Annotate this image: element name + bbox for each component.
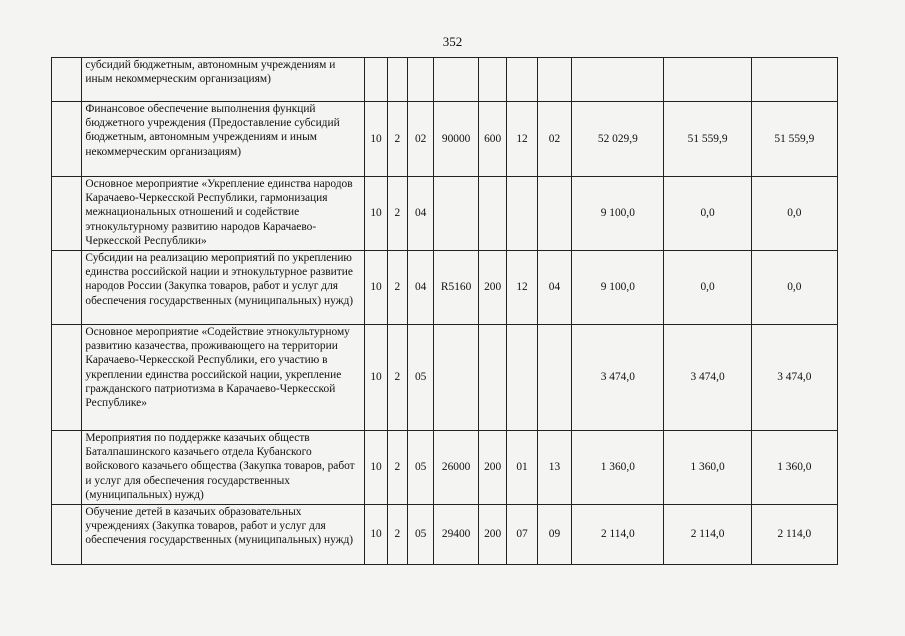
row-spacer-cell xyxy=(52,177,82,251)
code-subprogram: 2 xyxy=(387,251,407,325)
code-measure xyxy=(407,58,433,102)
amount-year-3: 1 360,0 xyxy=(751,431,837,505)
code-direction xyxy=(434,325,479,431)
code-expense-type xyxy=(478,325,506,431)
code-direction xyxy=(434,177,479,251)
code-expense-type xyxy=(478,58,506,102)
code-subprogram: 2 xyxy=(387,505,407,565)
row-spacer-cell xyxy=(52,251,82,325)
code-measure: 05 xyxy=(407,431,433,505)
table-row xyxy=(52,325,838,431)
code-division xyxy=(507,325,537,431)
amount-year-3: 51 559,9 xyxy=(751,102,837,177)
code-measure: 02 xyxy=(407,102,433,177)
code-expense-type: 200 xyxy=(478,431,506,505)
row-spacer-cell xyxy=(52,58,82,102)
row-description: Обучение детей в казачьих образовательных учреждениях (Закупка товаров, работ и услуг для обеспечения государственных (муниципальных) нужд) xyxy=(82,505,365,565)
code-subdivision: 04 xyxy=(537,251,571,325)
code-subdivision: 09 xyxy=(537,505,571,565)
code-division: 12 xyxy=(507,102,537,177)
amount-year-1: 3 474,0 xyxy=(572,325,664,431)
table-row xyxy=(52,505,838,565)
table-row xyxy=(52,431,838,505)
code-subdivision xyxy=(537,177,571,251)
row-spacer-cell xyxy=(52,102,82,177)
code-measure: 04 xyxy=(407,251,433,325)
amount-year-1: 2 114,0 xyxy=(572,505,664,565)
code-subprogram: 2 xyxy=(387,325,407,431)
code-subprogram: 2 xyxy=(387,102,407,177)
code-direction: R5160 xyxy=(434,251,479,325)
code-measure: 05 xyxy=(407,505,433,565)
code-section: 10 xyxy=(365,325,387,431)
amount-year-2: 2 114,0 xyxy=(664,505,751,565)
amount-year-2: 1 360,0 xyxy=(664,431,751,505)
code-division: 01 xyxy=(507,431,537,505)
code-measure: 04 xyxy=(407,177,433,251)
budget-table xyxy=(51,57,838,565)
code-direction: 26000 xyxy=(434,431,479,505)
code-expense-type: 600 xyxy=(478,102,506,177)
amount-year-1: 52 029,9 xyxy=(572,102,664,177)
amount-year-3: 0,0 xyxy=(751,177,837,251)
amount-year-2 xyxy=(664,58,751,102)
amount-year-3: 0,0 xyxy=(751,251,837,325)
code-expense-type: 200 xyxy=(478,505,506,565)
row-description: субсидий бюджетным, автономным учреждениям и иным некоммерческим организациям) xyxy=(82,58,365,102)
amount-year-2: 0,0 xyxy=(664,177,751,251)
code-subdivision: 02 xyxy=(537,102,571,177)
code-subprogram xyxy=(387,58,407,102)
code-division xyxy=(507,177,537,251)
amount-year-1: 9 100,0 xyxy=(572,251,664,325)
code-direction: 90000 xyxy=(434,102,479,177)
code-division xyxy=(507,58,537,102)
row-spacer-cell xyxy=(52,431,82,505)
page-number: 352 xyxy=(442,34,463,49)
row-description: Финансовое обеспечение выполнения функций бюджетного учреждения (Предоставление субсидий бюджетным, автономным учреждениям и иным некоммерческим организациям) xyxy=(82,102,365,177)
code-measure: 05 xyxy=(407,325,433,431)
row-spacer-cell xyxy=(52,325,82,431)
code-expense-type xyxy=(478,177,506,251)
amount-year-1: 9 100,0 xyxy=(572,177,664,251)
row-description: Мероприятия по поддержке казачьих обществ Баталпашинского казачьего отдела Кубанского войскового казачьего общества (Закупка товаров, работ и услуг для обеспечения государственных (муниципальных) нужд) xyxy=(82,431,365,505)
code-section: 10 xyxy=(365,251,387,325)
amount-year-2: 3 474,0 xyxy=(664,325,751,431)
row-description: Основное мероприятие «Содействие этнокультурному развитию казачества, проживающего на территории Карачаево-Черкесской Республики, его участию в укреплении единства российской нации, укрепление гражданского патриотизма в Карачаево-Черкесской Республике» xyxy=(82,325,365,431)
code-section: 10 xyxy=(365,102,387,177)
code-subprogram: 2 xyxy=(387,177,407,251)
table-row xyxy=(52,251,838,325)
table-row xyxy=(52,58,838,102)
amount-year-1 xyxy=(572,58,664,102)
code-division: 07 xyxy=(507,505,537,565)
amount-year-3 xyxy=(751,58,837,102)
code-direction: 29400 xyxy=(434,505,479,565)
row-spacer-cell xyxy=(52,505,82,565)
code-subdivision xyxy=(537,58,571,102)
row-description: Субсидии на реализацию мероприятий по укреплению единства российской нации и этнокультурное развитие народов России (Закупка товаров, работ и услуг для обеспечения государственных (муниципальных) нужд) xyxy=(82,251,365,325)
amount-year-2: 51 559,9 xyxy=(664,102,751,177)
code-subprogram: 2 xyxy=(387,431,407,505)
table-row xyxy=(52,102,838,177)
amount-year-2: 0,0 xyxy=(664,251,751,325)
code-direction xyxy=(434,58,479,102)
row-description: Основное мероприятие «Укрепление единства народов Карачаево-Черкесской Республики, гармонизация межнациональных отношений и содействие этнокультурному развитию народов Карачаево-Черкесской Республики» xyxy=(82,177,365,251)
code-section xyxy=(365,58,387,102)
amount-year-3: 2 114,0 xyxy=(751,505,837,565)
code-subdivision: 13 xyxy=(537,431,571,505)
code-subdivision xyxy=(537,325,571,431)
amount-year-1: 1 360,0 xyxy=(572,431,664,505)
code-division: 12 xyxy=(507,251,537,325)
amount-year-3: 3 474,0 xyxy=(751,325,837,431)
code-section: 10 xyxy=(365,505,387,565)
code-section: 10 xyxy=(365,177,387,251)
table-row xyxy=(52,177,838,251)
code-section: 10 xyxy=(365,431,387,505)
code-expense-type: 200 xyxy=(478,251,506,325)
